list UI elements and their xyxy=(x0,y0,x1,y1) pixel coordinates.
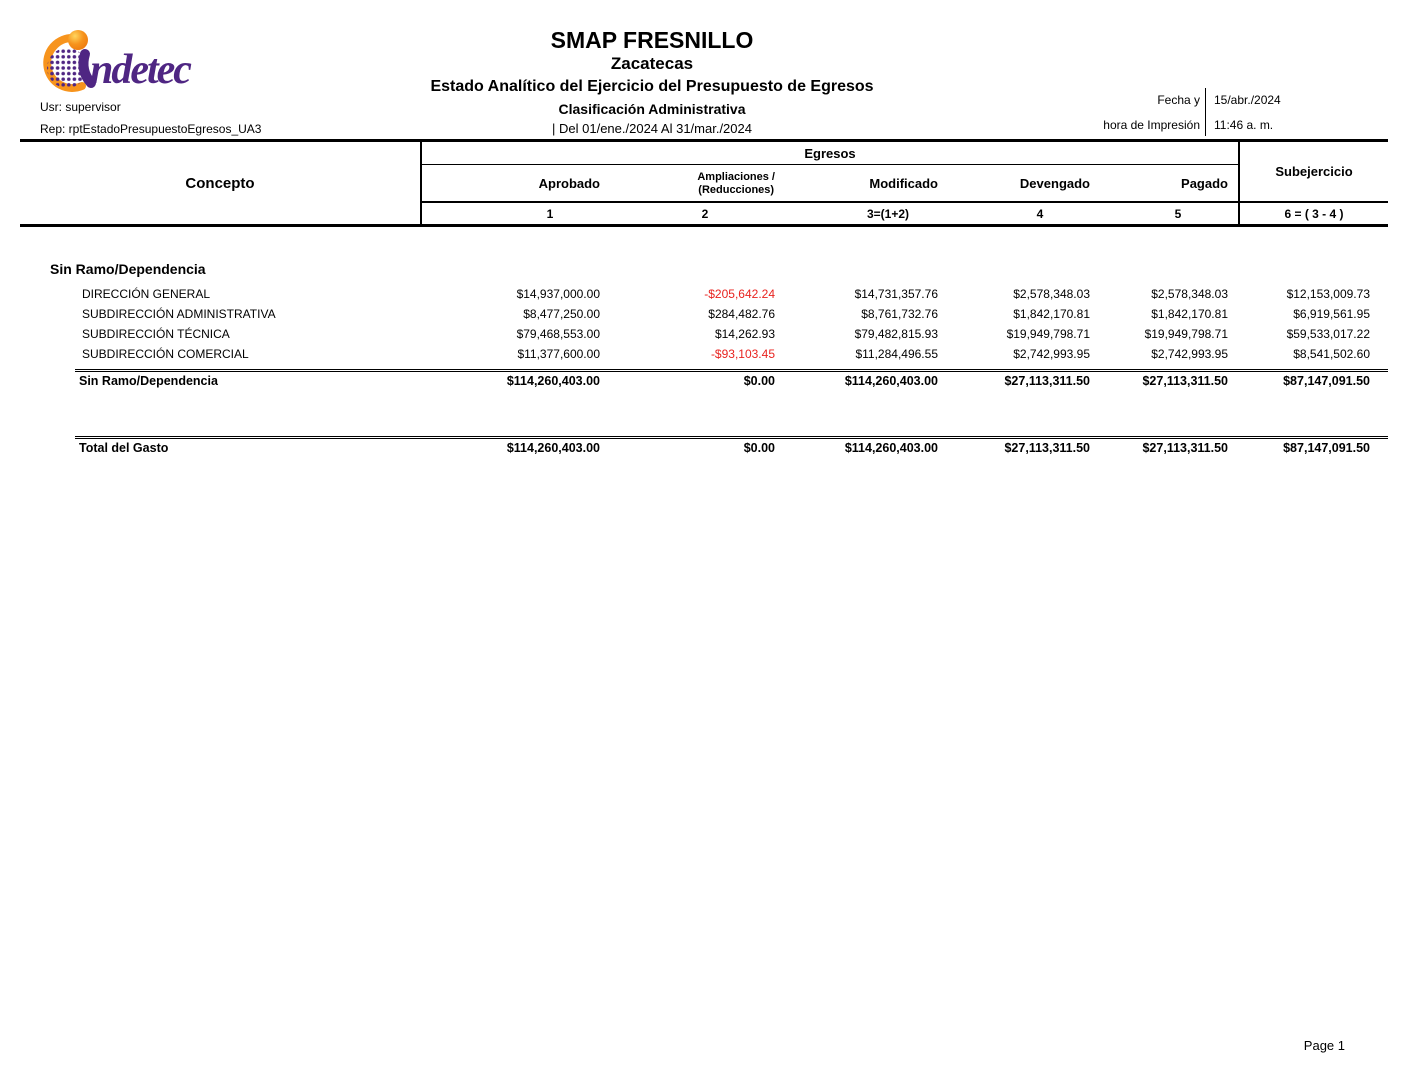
print-label-line2: hora de Impresión xyxy=(1103,118,1200,132)
value-cell-col6: $6,919,561.95 xyxy=(1293,307,1370,321)
value-cell-col3: $8,761,732.76 xyxy=(861,307,938,321)
report-id-label: Rep: rptEstadoPresupuestoEgresos_UA3 xyxy=(40,122,262,136)
value-cell-col2: $0.00 xyxy=(743,441,775,455)
print-info-divider xyxy=(1205,88,1206,136)
table-row xyxy=(20,284,1388,304)
value-cell-col4: $27,113,311.50 xyxy=(1004,374,1090,388)
table-row xyxy=(20,304,1388,324)
column-header-3: Modificado xyxy=(869,176,938,191)
value-cell-col4: $27,113,311.50 xyxy=(1004,441,1090,455)
value-cell-col5: $27,113,311.50 xyxy=(1142,441,1228,455)
column-numbers-row xyxy=(422,203,1238,224)
column-number-3: 3=(1+2) xyxy=(866,206,910,221)
concepto-cell: SUBDIRECCIÓN ADMINISTRATIVA xyxy=(82,307,276,321)
concepto-cell: SUBDIRECCIÓN TÉCNICA xyxy=(82,327,230,341)
column-number-4: 4 xyxy=(1036,206,1044,221)
print-date: 15/abr./2024 xyxy=(1214,93,1281,107)
value-cell-col6: $8,541,502.60 xyxy=(1293,347,1370,361)
value-cell-col6: $87,147,091.50 xyxy=(1283,441,1370,455)
group-header: Sin Ramo/Dependencia xyxy=(50,261,206,277)
concepto-cell: DIRECCIÓN GENERAL xyxy=(82,287,211,301)
value-cell-col5: $2,578,348.03 xyxy=(1151,287,1228,301)
value-cell-col6: $87,147,091.50 xyxy=(1283,374,1370,388)
value-cell-col5: $27,113,311.50 xyxy=(1142,374,1228,388)
svg-text:ndetec: ndetec xyxy=(90,47,190,93)
report-title: Estado Analítico del Ejercicio del Presupuesto de Egresos xyxy=(430,78,874,95)
print-info-labels xyxy=(1040,88,1200,138)
value-cell-col3: $114,260,403.00 xyxy=(844,374,938,388)
table-row xyxy=(20,324,1388,344)
value-cell-col3: $114,260,403.00 xyxy=(844,441,938,455)
print-info-values xyxy=(1214,88,1281,138)
value-cell-col6: $59,533,017.22 xyxy=(1286,327,1370,341)
classification-subtitle: Clasificación Administrativa xyxy=(558,101,746,117)
concepto-cell: SUBDIRECCIÓN COMERCIAL xyxy=(82,347,249,361)
table-header xyxy=(20,139,1388,227)
column-header-5: Pagado xyxy=(1181,176,1228,191)
column-number-5: 5 xyxy=(1174,206,1182,221)
user-label: Usr: supervisor xyxy=(40,100,121,114)
value-cell-col5: $19,949,798.71 xyxy=(1144,327,1228,341)
title-block xyxy=(300,28,1004,137)
value-cell-col1: $114,260,403.00 xyxy=(506,374,600,388)
print-info xyxy=(1040,88,1380,136)
group-total-label: Sin Ramo/Dependencia xyxy=(79,374,218,388)
value-cell-col4: $19,949,798.71 xyxy=(1006,327,1090,341)
value-cell-col1: $11,377,600.00 xyxy=(517,347,600,361)
user-report-info xyxy=(40,98,261,142)
value-cell-col5: $2,742,993.95 xyxy=(1151,347,1228,361)
egresos-band-header: Egresos xyxy=(422,142,1238,165)
column-number-2: 2 xyxy=(701,206,709,221)
value-cell-col2: $0.00 xyxy=(743,374,775,388)
value-cell-col3: $14,731,357.76 xyxy=(854,287,938,301)
indetec-logo-icon xyxy=(38,26,218,96)
value-cell-col5: $1,842,170.81 xyxy=(1151,307,1228,321)
value-cell-col3: $79,482,815.93 xyxy=(854,327,938,341)
value-cell-col3: $11,284,496.55 xyxy=(855,347,938,361)
value-cell-col4: $1,842,170.81 xyxy=(1013,307,1090,321)
page-number: Page 1 xyxy=(1303,1038,1345,1053)
value-cell-col4: $2,742,993.95 xyxy=(1013,347,1090,361)
value-cell-col2: -$205,642.24 xyxy=(704,287,775,301)
indetec-logo xyxy=(38,26,218,96)
value-cell-col2: $14,262.93 xyxy=(714,327,775,341)
column-headers-row xyxy=(422,166,1238,203)
print-time: 11:46 a. m. xyxy=(1214,118,1274,132)
grand-total-label: Total del Gasto xyxy=(79,441,169,455)
organization-title: SMAP FRESNILLO xyxy=(550,27,754,53)
value-cell-col4: $2,578,348.03 xyxy=(1013,287,1090,301)
value-cell-col1: $114,260,403.00 xyxy=(506,441,600,455)
column-header-4: Devengado xyxy=(1019,176,1090,191)
print-label-line1: Fecha y xyxy=(1157,93,1200,107)
concepto-column-header: Concepto xyxy=(20,142,422,224)
table-body xyxy=(20,258,1388,461)
value-cell-col6: $12,153,009.73 xyxy=(1286,287,1370,301)
column-header-1: Aprobado xyxy=(538,176,600,191)
state-title: Zacatecas xyxy=(610,54,694,73)
subejercicio-column-header: Subejercicio xyxy=(1238,142,1388,203)
group-total-row xyxy=(20,372,1388,394)
subejercicio-column-number: 6 = ( 3 - 4 ) xyxy=(1238,203,1388,224)
value-cell-col2: -$93,103.45 xyxy=(710,347,775,361)
table-body-rows xyxy=(20,284,1388,364)
value-cell-col1: $79,468,553.00 xyxy=(516,327,600,341)
value-cell-col1: $14,937,000.00 xyxy=(516,287,600,301)
table-row xyxy=(20,344,1388,364)
value-cell-col1: $8,477,250.00 xyxy=(523,307,600,321)
report-period: | Del 01/ene./2024 Al 31/mar./2024 xyxy=(552,121,752,136)
column-header-2: Ampliaciones / (Reducciones) xyxy=(697,170,775,196)
grand-total-row xyxy=(20,439,1388,461)
column-number-1: 1 xyxy=(546,206,554,221)
value-cell-col2: $284,482.76 xyxy=(708,307,775,321)
